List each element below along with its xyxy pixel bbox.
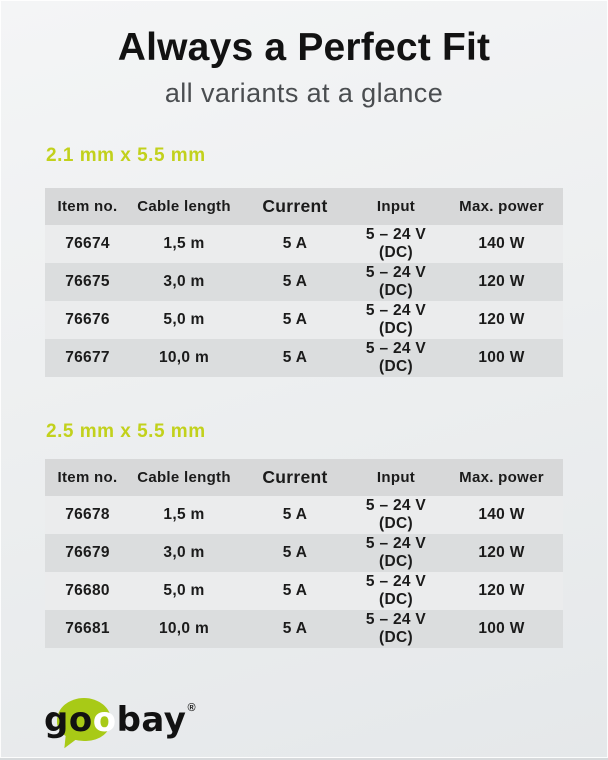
cell-input: 5 – 24 V (DC)	[352, 572, 440, 610]
col-header-item-no: Item no.	[45, 188, 130, 225]
col-header-input: Input	[352, 459, 440, 496]
cell-item-no: 76677	[45, 339, 130, 377]
table-row	[45, 534, 563, 572]
logo-letter-g: g	[44, 700, 69, 740]
cell-max-power: 120 W	[440, 301, 563, 339]
section-heading-2-1mm: 2.1 mm x 5.5 mm	[46, 145, 206, 166]
cell-cable-length: 10,0 m	[130, 610, 238, 648]
table-row	[45, 301, 563, 339]
cell-cable-length: 3,0 m	[130, 534, 238, 572]
col-header-cable-length: Cable length	[130, 188, 238, 225]
cell-item-no: 76675	[45, 263, 130, 301]
cell-current: 5 A	[238, 301, 352, 339]
page-title: Always a Perfect Fit	[117, 26, 491, 69]
cell-item-no: 76676	[45, 301, 130, 339]
logo-letters-bay: bay	[116, 700, 187, 740]
cell-input: 5 – 24 V (DC)	[352, 263, 440, 301]
cell-input: 5 – 24 V (DC)	[352, 225, 440, 263]
section-heading-2-5mm: 2.5 mm x 5.5 mm	[46, 421, 206, 442]
cell-max-power: 140 W	[440, 496, 563, 534]
table-header-row	[45, 188, 563, 225]
cell-current: 5 A	[238, 534, 352, 572]
cell-cable-length: 1,5 m	[130, 225, 238, 263]
cell-cable-length: 10,0 m	[130, 339, 238, 377]
cell-input: 5 – 24 V (DC)	[352, 301, 440, 339]
cell-max-power: 120 W	[440, 572, 563, 610]
table-row	[45, 263, 563, 301]
logo-letter-o2: o	[92, 700, 117, 740]
goobay-logo	[44, 696, 196, 750]
table-header-row	[45, 459, 563, 496]
spec-table-2-5mm	[45, 459, 563, 648]
cell-cable-length: 1,5 m	[130, 496, 238, 534]
page-subtitle: all variants at a glance	[164, 78, 444, 108]
cell-item-no: 76681	[45, 610, 130, 648]
registered-trademark-icon: ®	[187, 702, 196, 714]
col-header-input: Input	[352, 188, 440, 225]
col-header-item-no: Item no.	[45, 459, 130, 496]
cell-max-power: 120 W	[440, 263, 563, 301]
cell-max-power: 140 W	[440, 225, 563, 263]
cell-cable-length: 5,0 m	[130, 572, 238, 610]
cell-item-no: 76680	[45, 572, 130, 610]
col-header-max-power: Max. power	[440, 188, 563, 225]
cell-input: 5 – 24 V (DC)	[352, 339, 440, 377]
cell-item-no: 76678	[45, 496, 130, 534]
table-row	[45, 339, 563, 377]
cell-max-power: 100 W	[440, 339, 563, 377]
table-row	[45, 496, 563, 534]
table-row	[45, 225, 563, 263]
logo-letter-o1: o	[68, 700, 93, 740]
cell-current: 5 A	[238, 610, 352, 648]
table-row	[45, 572, 563, 610]
cell-current: 5 A	[238, 572, 352, 610]
col-header-current: Current	[238, 188, 352, 225]
cell-item-no: 76674	[45, 225, 130, 263]
cell-max-power: 100 W	[440, 610, 563, 648]
cell-max-power: 120 W	[440, 534, 563, 572]
table-row	[45, 610, 563, 648]
cell-current: 5 A	[238, 339, 352, 377]
col-header-current: Current	[238, 459, 352, 496]
cell-current: 5 A	[238, 225, 352, 263]
cell-input: 5 – 24 V (DC)	[352, 496, 440, 534]
cell-cable-length: 5,0 m	[130, 301, 238, 339]
cell-current: 5 A	[238, 496, 352, 534]
cell-input: 5 – 24 V (DC)	[352, 610, 440, 648]
cell-item-no: 76679	[45, 534, 130, 572]
cell-current: 5 A	[238, 263, 352, 301]
cell-cable-length: 3,0 m	[130, 263, 238, 301]
col-header-max-power: Max. power	[440, 459, 563, 496]
cell-input: 5 – 24 V (DC)	[352, 534, 440, 572]
col-header-cable-length: Cable length	[130, 459, 238, 496]
spec-table-2-1mm	[45, 188, 563, 377]
